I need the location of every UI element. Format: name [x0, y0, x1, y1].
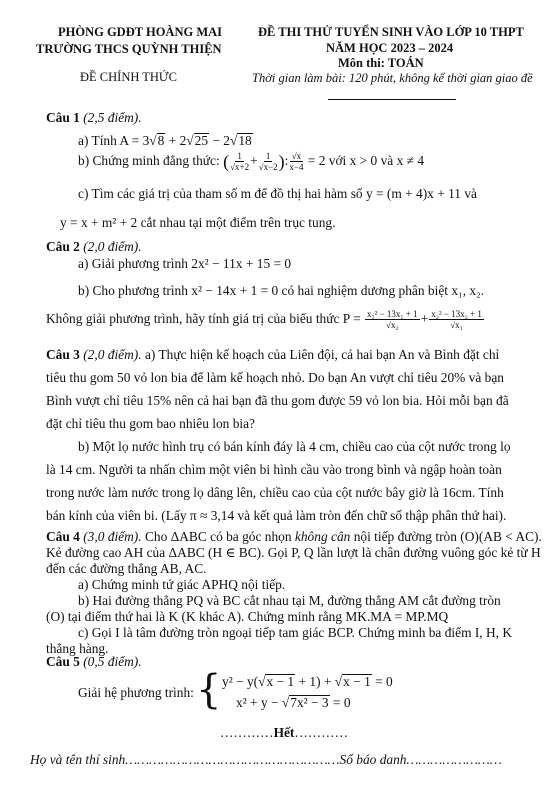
q2-c: Không giải phương trình, hãy tính giá trị của biểu thức P = $\frac{\text{x₁² − 13x₁ + 1}}{\text{√x₂}}$ + $\frac{\text{x₂² − 13x₂ + 1}}{\text{√x₁}}$	[46, 309, 482, 331]
q1-b-suffix: = 2 với x > 0 và x ≠ 4	[304, 152, 425, 168]
q1-a: a) Tính A = 3√8 + 2√25 − 2√18	[78, 133, 252, 148]
q1-c-line2: y = x + m² + 2 cắt nhau tại một điểm trên trục tung.	[60, 215, 336, 230]
q3-a-line2: tiêu thu gom 50 vỏ lon bia để làm kế hoạch nhỏ. Do bạn An vượt chỉ tiêu 20% và bạn	[46, 370, 505, 385]
q3-b-line2: là 14 cm. Người ta nhấn chìm một viên bi hình cầu vào trong bình và ngập hoàn toàn	[46, 462, 502, 477]
q5-eq1-root1: x − 1	[266, 674, 295, 689]
q1-a-root2: 25	[194, 133, 209, 148]
q1-title: Câu 1	[46, 110, 80, 125]
q5-eq1-root2: x − 1	[343, 674, 371, 689]
header-official: ĐỀ CHÍNH THỨC	[80, 70, 177, 84]
exam-time: Thời gian làm bài: 120 phút, không kể thời gian giao đề	[252, 71, 533, 85]
q1-a-mid2: − 2	[209, 133, 230, 148]
header-dept: PHÒNG GDĐT HOÀNG MAI	[58, 25, 223, 39]
q4-b-line2: (O) tại điểm thứ hai là K (K khác A). Chứng minh rằng MK.MA = MP.MQ	[46, 609, 449, 624]
q2-b: b) Cho phương trình x² − 14x + 1 = 0 có hai nghiệm dương phân biệt x₁, x₂.	[78, 283, 485, 298]
q4-line2: Kẻ đường cao AH của ΔABC (H ∈ BC). Gọi P, Q lần lượt là chân đường vuông góc kẻ từ H	[46, 545, 541, 560]
q1-a-root1: 8	[157, 133, 165, 148]
q1-points: (2,5 điểm).	[83, 110, 142, 125]
q2-c-prefix: Không giải phương trình, hãy tính giá trị của biểu thức P =	[46, 310, 364, 326]
q1-b-frac1: $\frac{1}{√x+2}$	[230, 151, 250, 173]
q1-a-prefix: a) Tính A = 3	[78, 133, 150, 148]
q5-eq2: x² + y − √7x² − 3 = 0	[236, 695, 351, 710]
exam-title: ĐỀ THI THỬ TUYỂN SINH VÀO LỚP 10 THPT	[258, 25, 524, 39]
header-school: TRƯỜNG THCS QUỲNH THIỆN	[36, 42, 222, 56]
q5-heading	[46, 654, 142, 670]
q1-heading	[46, 110, 142, 126]
q3-b-line4: bán kính của viên bi. (Lấy π ≈ 3,14 và kết quả làm tròn đến chữ số thập phân thứ hai).	[46, 508, 507, 523]
q2-a: a) Giải phương trình 2x² − 11x + 15 = 0	[78, 256, 292, 271]
q4-title: Câu 4	[46, 529, 80, 544]
q2-c-frac1: $\frac{\text{x₁² − 13x₁ + 1}}{\text{√x₂}}$	[367, 309, 418, 331]
q5-brace: {	[196, 667, 222, 713]
q5-eq2-root1: 7x² − 3	[290, 695, 329, 710]
q3-b-line1: b) Một lọ nước hình trụ có bán kính đáy là 4 cm, chiều cao của cột nước trong lọ	[78, 439, 511, 454]
q2-c-frac2: $\frac{\text{x₂² − 13x₂ + 1}}{\text{√x₁}}$	[431, 309, 482, 331]
q5-eq1: y² − y(√x − 1 + 1) + √x − 1 = 0	[222, 674, 393, 689]
candidate-info: Họ và tên thí sinh………………………………………………Số báo danh……………………	[30, 752, 502, 767]
q1-a-mid1: + 2	[165, 133, 187, 148]
q5-points: (0,5 điểm).	[83, 654, 142, 669]
q1-a-root3: 18	[238, 133, 252, 148]
q4-line3: đến các đường thẳng AB, AC.	[46, 561, 207, 576]
q4-points: (3,0 điểm).	[83, 529, 142, 544]
q5-lead: Giải hệ phương trình:	[78, 685, 194, 700]
exam-subject: Môn thi: TOÁN	[338, 56, 424, 70]
q4-line1	[46, 529, 542, 545]
q1-b: b) Chứng minh đẳng thức: ( $\frac{1}{√x+2}$ + $\frac{1}{√x-2}$ ): $\frac{√x}{x-4}$ = 2 với x > 0 và x ≠ 4	[78, 151, 425, 173]
q5-title: Câu 5	[46, 654, 80, 669]
q4-l1b: không cân	[294, 529, 351, 544]
q4-b-line1: b) Hai đường thẳng PQ và BC cắt nhau tại M, đường thẳng AM cắt đường tròn	[78, 593, 501, 608]
q1-b-prefix: b) Chứng minh đẳng thức:	[78, 152, 224, 168]
q4-l1c: nội tiếp đường tròn (O)(AB < AC).	[350, 529, 542, 544]
q2-title: Câu 2	[46, 239, 80, 254]
q3-title: Câu 3	[46, 347, 80, 362]
header-underline	[328, 99, 456, 100]
q3-a-text: a) Thực hiện kế hoạch của Liên đội, cả hai bạn An và Bình đặt chỉ	[144, 347, 500, 362]
q3-a-line1	[46, 347, 499, 363]
q2-points: (2,0 điểm).	[83, 239, 142, 254]
q3-b-line3: trong nước làm nước trong lọ dâng lên, chiều cao của cột nước bây giờ là 16cm. Tính	[46, 485, 504, 500]
q2-heading	[46, 239, 142, 255]
end-marker: …………Hết…………	[220, 725, 348, 740]
q1-b-frac3: $\frac{√x}{x-4}$	[289, 151, 304, 173]
q3-a-line4: đặt chỉ tiêu thu gom bao nhiêu lon bia?	[46, 416, 255, 431]
q4-c-line2: thẳng hàng.	[46, 641, 109, 656]
q4-c-line1: c) Gọi I là tâm đường tròn ngoại tiếp tam giác BCP. Chứng minh ba điểm I, H, K	[78, 625, 513, 640]
q3-points: (2,0 điểm).	[83, 347, 142, 362]
q4-l1a: Cho ΔABC có ba góc nhọn	[144, 529, 295, 544]
exam-year: NĂM HỌC 2023 – 2024	[326, 41, 454, 55]
q3-a-line3: Bình vượt chỉ tiêu 15% nên cả hai bạn đã thu gom được 59 vỏ lon bia. Hỏi mỗi bạn đã	[46, 393, 509, 408]
q1-c-line1: c) Tìm các giá trị của tham số m để đồ thị hai hàm số y = (m + 4)x + 11 và	[78, 186, 477, 201]
q1-b-frac2: $\frac{1}{√x-2}$	[258, 151, 278, 173]
q4-a: a) Chứng minh tứ giác APHQ nội tiếp.	[78, 577, 286, 592]
